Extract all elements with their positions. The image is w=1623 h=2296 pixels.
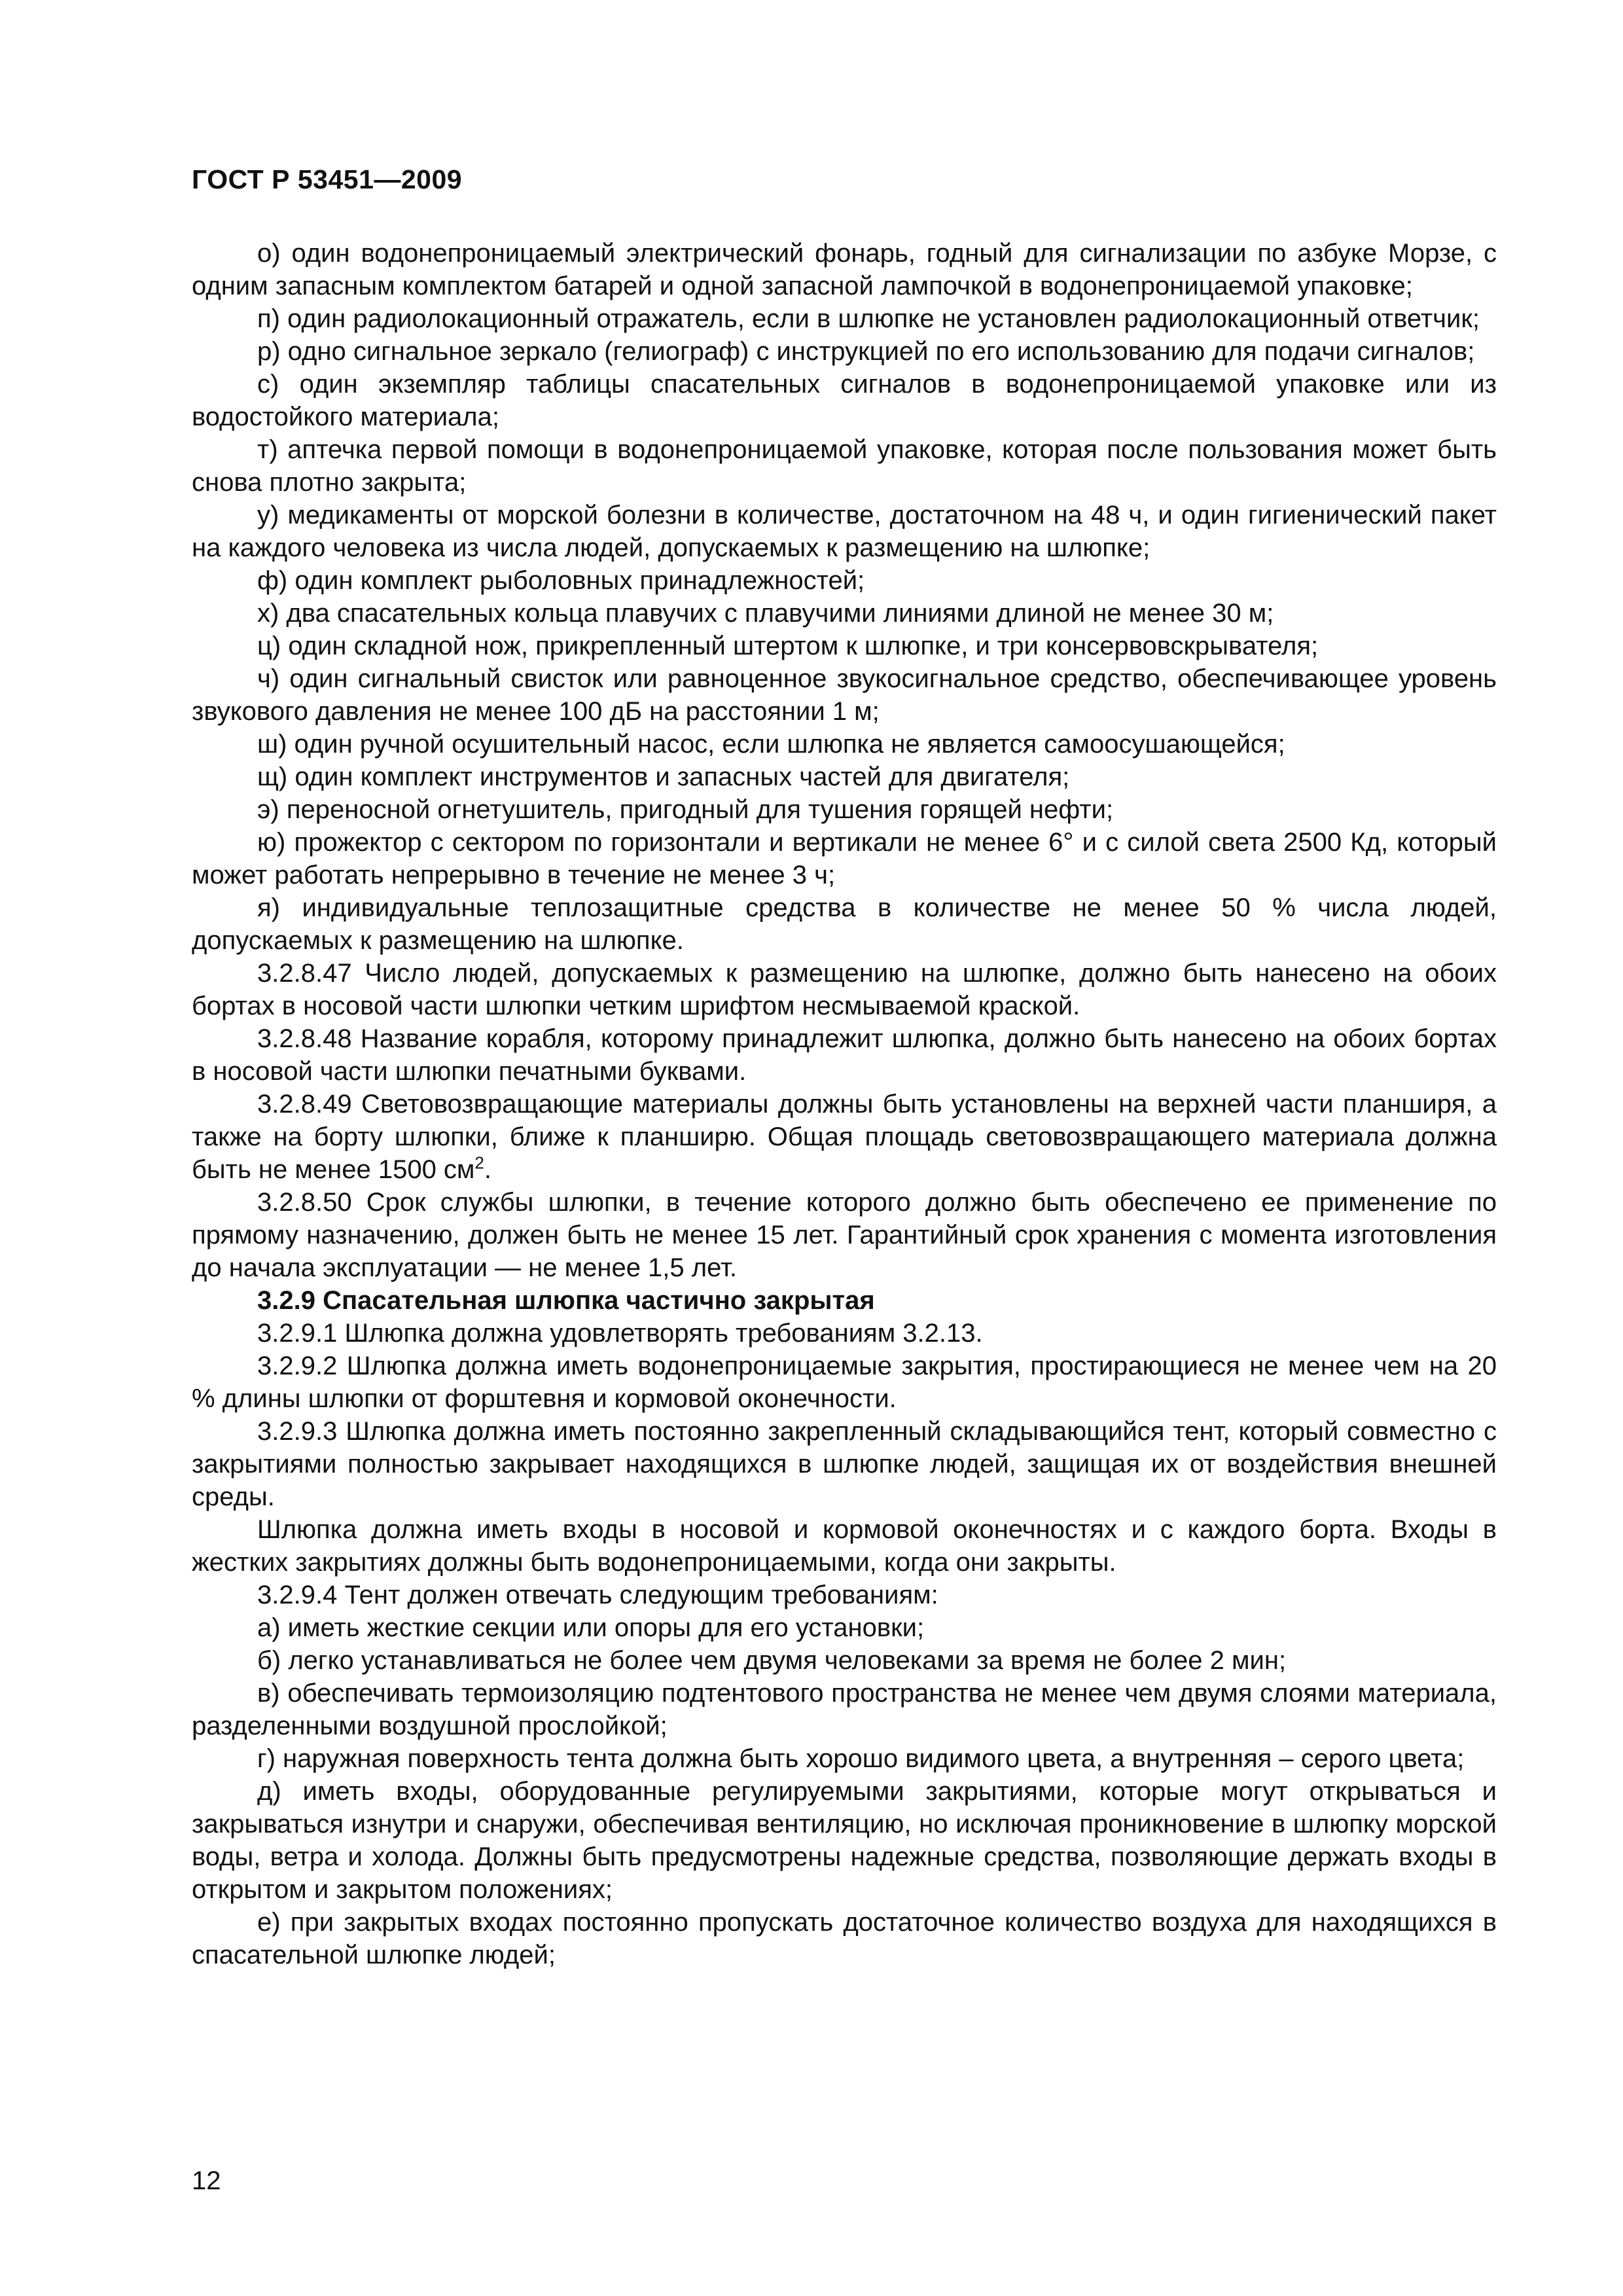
clause-3-2-8-48: 3.2.8.48 Название корабля, которому принадлежит шлюпка, должно быть нанесено на обоих бортах в носовой части шлюпки печатными буквами. <box>192 1024 1497 1086</box>
list-item-v: в) обеспечивать термоизоляцию подтентового пространства не менее чем двумя слоями материала, разделенными воздушной прослойкой; <box>192 1679 1497 1740</box>
list-item-b: б) легко устанавливаться не более чем двумя человеками за время не более 2 мин; <box>257 1646 1287 1675</box>
list-item-sh: ш) один ручной осушительный насос, если шлюпка не является самоосушающейся; <box>257 730 1285 759</box>
list-item-ch: ч) один сигнальный свисток или равноценное звукосигнальное средство, обеспечивающее уровень звукового давления не менее 100 дБ на расстоянии 1 м; <box>192 664 1497 726</box>
list-item-u: у) медикаменты от морской болезни в количестве, достаточном на 48 ч, и один гигиенический пакет на каждого человека из числа людей, допускаемых к размещению на шлюпке; <box>192 501 1497 562</box>
clause-3-2-8-49-text: 3.2.8.49 Световозвращающие материалы должны быть установлены на верхней части планширя, а также на борту шлюпки, ближе к планширю. Общая площадь световозвращающего материала должна быть не менее 1500 см <box>192 1090 1497 1184</box>
clause-3-2-8-49 <box>192 1088 1497 1186</box>
page-number: 12 <box>192 2166 221 2195</box>
list-item-kh: х) два спасательных кольца плавучих с плавучими линиями длиной не менее 30 м; <box>257 599 1274 628</box>
list-item-r: р) одно сигнальное зеркало (гелиограф) с инструкцией по его использованию для подачи сигналов; <box>257 337 1475 366</box>
clause-3-2-9-3: 3.2.9.3 Шлюпка должна иметь постоянно закрепленный складывающийся тент, который совместно с закрытиями полностью закрывает находящихся в шлюпке людей, защищая их от воздействия внешней среды. <box>192 1417 1497 1511</box>
clause-3-2-8-50: 3.2.8.50 Срок службы шлюпки, в течение которого должно быть обеспечено ее применение по прямому назначению, должен быть не менее 15 лет. Гарантийный срок хранения с момента изготовления до начала эксплуатации — не менее 1,5 лет. <box>192 1188 1497 1282</box>
clause-3-2-8-47: 3.2.8.47 Число людей, допускаемых к размещению на шлюпке, должно быть нанесено на обоих бортах в носовой части шлюпки четким шрифтом несмываемой краской. <box>192 959 1497 1020</box>
clause-3-2-8-49-end: . <box>484 1155 492 1184</box>
list-item-s: с) один экземпляр таблицы спасательных сигналов в водонепроницаемой упаковке или из водостойкого материала; <box>192 370 1497 431</box>
list-item-o: о) один водонепроницаемый электрический фонарь, годный для сигнализации по азбуке Морзе, с одним запасным комплектом батарей и одной запасной лампочкой в водонепроницаемой упаковке; <box>192 239 1497 300</box>
list-item-p: п) один радиолокационный отражатель, если в шлюпке не установлен радиолокационный ответчик; <box>257 304 1480 333</box>
list-item-ye: е) при закрытых входах постоянно пропускать достаточное количество воздуха для находящихся в спасательной шлюпке людей; <box>192 1908 1497 1969</box>
list-item-ts: ц) один складной нож, прикрепленный штертом к шлюпке, и три консервовскрывателя; <box>257 632 1319 660</box>
list-item-a: а) иметь жесткие секции или опоры для его установки; <box>257 1613 925 1642</box>
document-body <box>192 237 1497 1971</box>
list-item-d: д) иметь входы, оборудованные регулируемыми закрытиями, которые могут открываться и закрываться изнутри и снаружи, обеспечивая вентиляцию, но исключая проникновение в шлюпку морской воды, ветра и холода. Должны быть предусмотрены надежные средства, позволяющие держать входы в открытом и закрытом положениях; <box>192 1777 1497 1904</box>
list-item-yu: ю) прожектор с сектором по горизонтали и вертикали не менее 6° и с силой света 2500 Кд, который может работать непрерывно в течение не менее 3 ч; <box>192 828 1497 889</box>
clause-3-2-9-1: 3.2.9.1 Шлюпка должна удовлетворять требованиям 3.2.13. <box>257 1319 983 1348</box>
clause-3-2-9-3-entrances: Шлюпка должна иметь входы в носовой и кормовой оконечностях и с каждого борта. Входы в жестких закрытиях должны быть водонепроницаемыми, когда они закрыты. <box>192 1515 1497 1577</box>
list-item-ya: я) индивидуальные теплозащитные средства в количестве не менее 50 % числа людей, допускаемых к размещению на шлюпке. <box>192 893 1497 955</box>
list-item-g: г) наружная поверхность тента должна быть хорошо видимого цвета, а внутренняя – серого цвета; <box>257 1744 1465 1773</box>
list-item-shch: щ) один комплект инструментов и запасных частей для двигателя; <box>257 762 1070 791</box>
list-item-f: ф) один комплект рыболовных принадлежностей; <box>257 566 865 595</box>
document-header: ГОСТ Р 53451—2009 <box>192 164 463 194</box>
clause-3-2-9-4: 3.2.9.4 Тент должен отвечать следующим требованиям: <box>257 1581 938 1609</box>
section-heading-3-2-9: 3.2.9 Спасательная шлюпка частично закрытая <box>257 1286 875 1315</box>
clause-3-2-9-2: 3.2.9.2 Шлюпка должна иметь водонепроницаемые закрытия, простирающиеся не менее чем на 20 % длины шлюпки от форштевня и кормовой оконечности. <box>192 1352 1497 1413</box>
list-item-e: э) переносной огнетушитель, пригодный для тушения горящей нефти; <box>257 795 1114 824</box>
superscript-unit: 2 <box>474 1153 484 1173</box>
list-item-t: т) аптечка первой помощи в водонепроницаемой упаковке, которая после пользования может быть снова плотно закрыта; <box>192 435 1497 497</box>
